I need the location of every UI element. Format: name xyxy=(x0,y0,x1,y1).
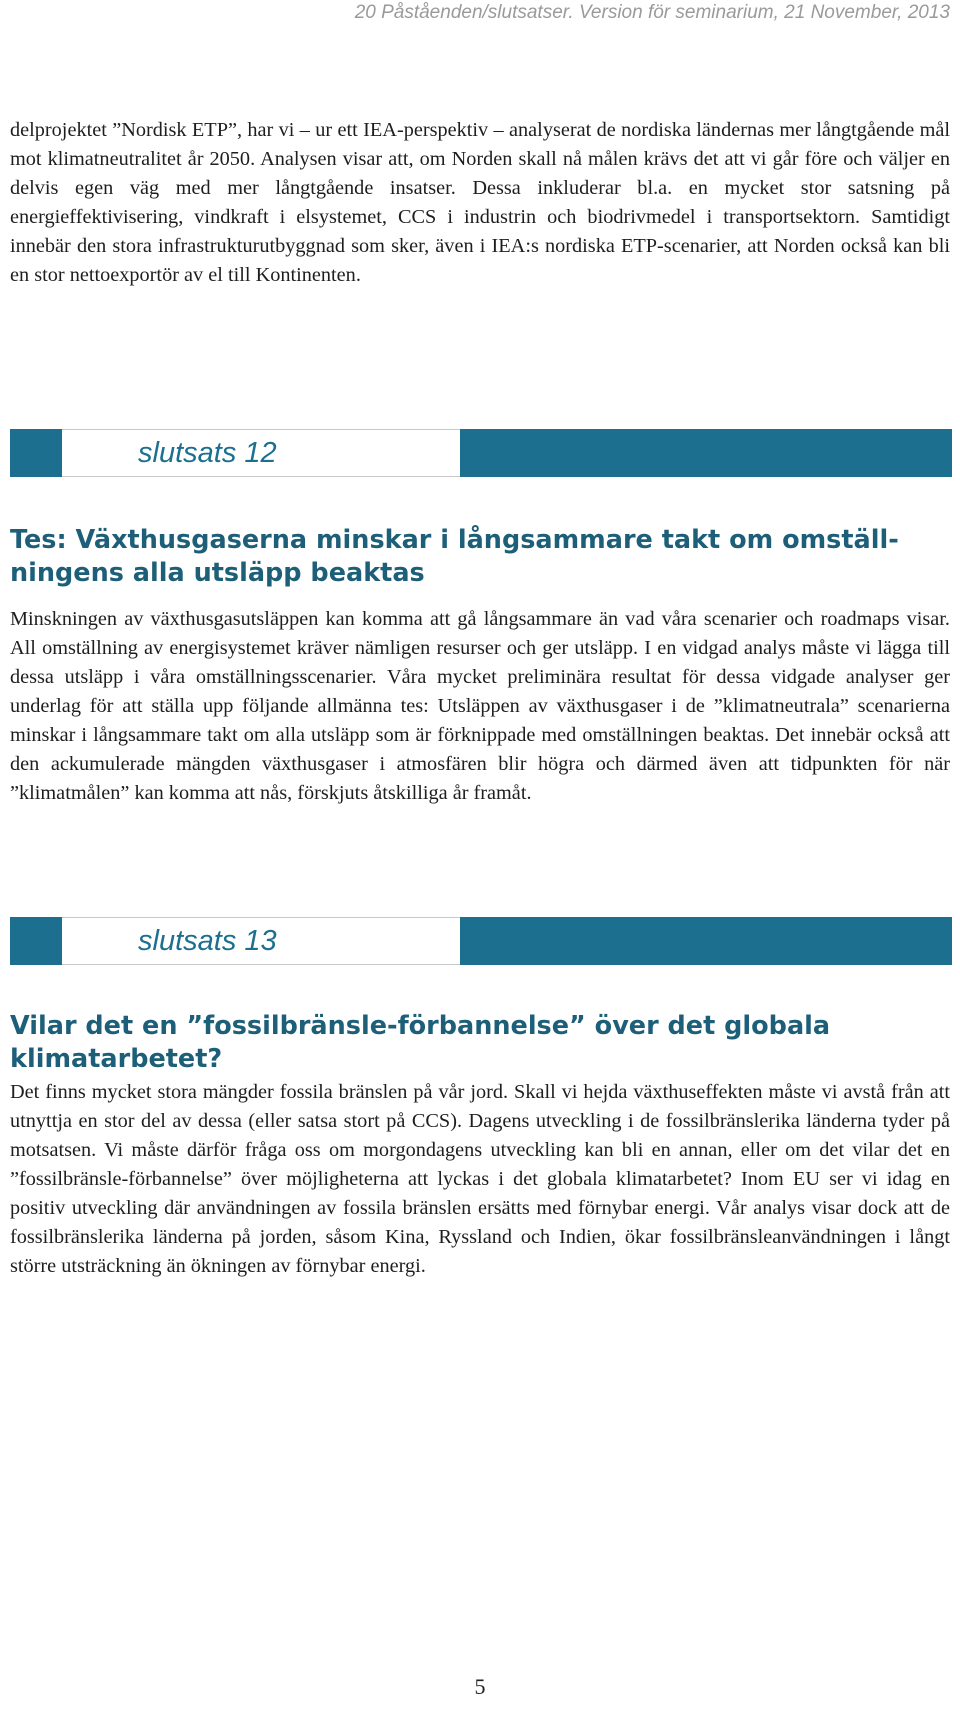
banner-right-block xyxy=(460,917,952,965)
banner-left-block xyxy=(10,917,62,965)
banner-left-block xyxy=(10,429,62,477)
conclusion-12-banner xyxy=(10,429,952,477)
banner-bottom-rule xyxy=(62,964,460,965)
banner-bottom-rule xyxy=(62,476,460,477)
page-number: 5 xyxy=(474,1674,486,1699)
conclusion-13-banner xyxy=(10,917,952,965)
conclusion-13-heading: Vilar det en ”fossilbränsle-förbannelse” över det globala klimatarbetet? xyxy=(10,1011,831,1074)
running-header: 20 Påståenden/slutsatser. Version för seminarium, 21 November, 2013 xyxy=(354,2,950,23)
conclusion-13-label: slutsats 13 xyxy=(138,925,277,957)
conclusion-12-heading: Tes: Växthusgaserna minskar i långsammare takt om omställningens alla utsläpp beaktas xyxy=(10,525,899,588)
banner-top-rule xyxy=(62,429,460,430)
banner-right-block xyxy=(460,429,952,477)
conclusion-13-paragraph: Det finns mycket stora mängder fossila bränslen på vår jord. Skall vi hejda växthuseffekten måste vi avstå från att utnyttja en stor del av dessa (eller satsa stort på CCS). Dagens utveckling i de fossilbränslerika länderna tyder på motsatsen. Vi måste därför fråga oss om morgondagens utveckling kan bli en annan, eller om det vilar det en ”fossilbränsle-förbannelse” över möjligheterna att lyckas i det globala klimatarbetet? Inom EU ser vi idag en positiv utveckling där användningen av fossila bränslen ersätts med förnybar energi. Vår analys visar dock att de fossilbränslerika länderna på jorden, såsom Kina, Ryssland och Indien, ökar fossilbränsleanvändningen i långt större utsträckning än ökningen av förnybar energi. xyxy=(10,1081,950,1277)
banner-top-rule xyxy=(62,917,460,918)
conclusion-12-label: slutsats 12 xyxy=(138,437,277,469)
intro-paragraph: delprojektet ”Nordisk ETP”, har vi – ur ett IEA-perspektiv – analyserat de nordiska ländernas mer långtgående mål mot klimatneutralitet år 2050. Analysen visar att, om Norden skall nå målen krävs det att vi går före och väljer en delvis egen väg med mer långtgående insatser. Dessa inkluderar bl.a. en mycket stor satsning på energieffektivisering, vindkraft i elsystemet, CCS i industrin och biodrivmedel i transportsektorn. Samtidigt innebär den stora infrastrukturutbyggnad som sker, även i IEA:s nordiska ETP-scenarier, att Norden också kan bli en stor nettoexportör av el till Kontinenten. xyxy=(10,119,950,286)
conclusion-12-paragraph: Minskningen av växthusgasutsläppen kan komma att gå långsammare än vad våra scenarier och roadmaps visar. All omställning av energisystemet kräver nämligen resurser och ger utsläpp. I en vidgad analys måste vi lägga till dessa utsläpp i våra omställningsscenarier. Våra mycket preliminära resultat för dessa vidgade analyser ger underlag för att ställa upp följande allmänna tes: Utsläppen av växthusgaser i de ”klimatneutrala” scenarierna minskar i långsammare takt om alla utsläpp som är förknippade med omställningen beaktas. Det innebär också att den ackumulerade mängden växthusgaser i atmosfären blir högra och därmed även att tidpunkten för när ”klimatmålen” kan komma att nås, förskjuts åtskilliga år framåt. xyxy=(10,608,950,804)
